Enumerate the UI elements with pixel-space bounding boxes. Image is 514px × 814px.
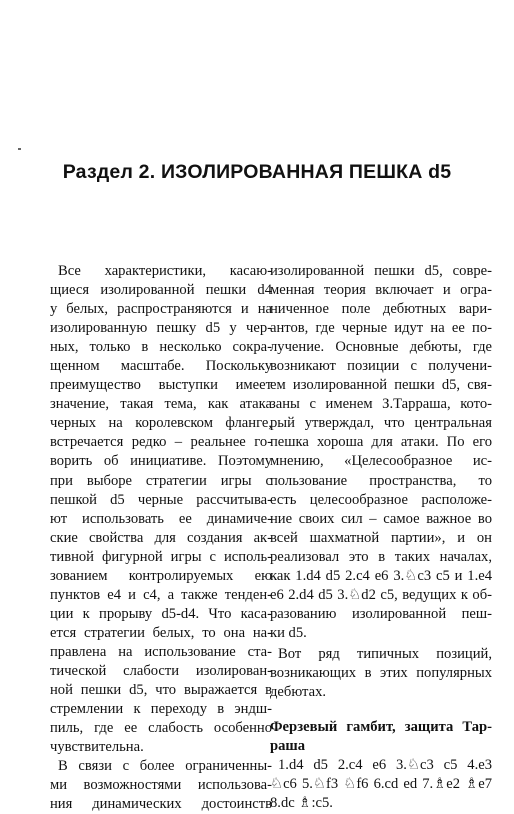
- text-line: ции к прорыву d5-d4. Что каса-: [50, 605, 272, 622]
- text-line: антов, где черные идут на ее по-: [270, 320, 492, 337]
- text-line: пешка хороша для атаки. По его: [270, 434, 492, 451]
- text-line: преимущество выступки имеет: [50, 377, 272, 394]
- text-line: встречается редко – реальнее го-: [50, 434, 272, 451]
- text-line: заны с именем З.Тарраша, кото-: [270, 396, 492, 413]
- text-line: Вот ряд типичных позиций,: [278, 645, 492, 662]
- right-paragraph-2: [270, 645, 492, 702]
- text-line: тивной фигурной игры с исполь-: [50, 548, 272, 565]
- text-line: ния динамических достоинств: [50, 796, 272, 813]
- text-line: 1.d4 d5 2.c4 e6 3.♘c3 c5 4.e3: [278, 757, 492, 774]
- text-line: ♘c6 5.♘f3 ♘f6 6.cd ed 7.♗e2 ♗e7: [270, 776, 492, 793]
- right-column: [270, 262, 492, 813]
- text-line: ние своих сил – самое важное во: [270, 510, 492, 527]
- text-line: 8.dc ♗:c5.: [270, 795, 333, 812]
- text-line: ниченное поле дебютных вари-: [270, 301, 492, 318]
- left-paragraph-2: [50, 757, 272, 814]
- text-line: есть целесообразное расположе-: [270, 491, 492, 508]
- right-paragraph-1: [270, 262, 492, 643]
- text-line: ские свойства для создания ак-: [50, 529, 272, 546]
- text-line: стремлении к переходу в эндш-: [50, 701, 272, 718]
- text-line: e6 2.d4 d5 3.♘d2 c5, ведущих к об-: [270, 586, 492, 603]
- text-line: пиль, где ее слабость особенно: [50, 720, 272, 737]
- text-line: ют использовать ее динамиче-: [50, 510, 272, 527]
- text-line: пользование пространства, то: [270, 472, 492, 489]
- text-line: как 1.d4 d5 2.c4 e6 3.♘c3 c5 и 1.e4: [270, 567, 492, 584]
- text-line: мнению, «Целесообразное ис-: [270, 453, 492, 470]
- text-line: разованию изолированной пеш-: [270, 605, 492, 622]
- text-line: изолированную пешку d5 у чер-: [50, 320, 272, 337]
- text-line: возникающих в этих популярных: [270, 664, 492, 681]
- text-line: ной пешки d5, что выражается в: [50, 682, 272, 699]
- text-line: у белых, распространяются и на: [50, 301, 272, 318]
- text-line: зованием контролируемых ею: [50, 567, 272, 584]
- text-line: рый утверждал, что центральная: [270, 415, 492, 432]
- text-line: при выборе стратегии игры с: [50, 472, 272, 489]
- text-line: В связи с более ограниченны-: [58, 758, 272, 775]
- scan-speck: [18, 148, 21, 150]
- text-line: чувствительна.: [50, 739, 144, 756]
- text-line: Все характеристики, касаю-: [58, 263, 272, 279]
- text-line: дебютах.: [270, 684, 327, 701]
- text-line: ки d5.: [270, 624, 307, 641]
- text-line: всей шахматной партии», и он: [270, 529, 492, 546]
- text-line: ворить об инициативе. Поэтому: [50, 453, 272, 470]
- opening-moves: [270, 756, 492, 813]
- text-line: тической слабости изолирован-: [50, 662, 272, 679]
- text-line: щиеся изолированной пешки d4: [50, 282, 272, 299]
- left-paragraph-1: [50, 262, 272, 757]
- opening-heading: [270, 718, 492, 756]
- text-line: значение, такая тема, как атака: [50, 396, 272, 413]
- text-line: менная теория включает и огра-: [270, 282, 492, 299]
- text-line: Ферзевый гамбит, защита Тар-: [270, 719, 492, 736]
- text-line: пунктов e4 и c4, а также тенден-: [50, 586, 272, 603]
- text-line: возникают позиции с получени-: [270, 358, 492, 375]
- left-column: [50, 262, 272, 814]
- text-line: пешкой d5 черные рассчитыва-: [50, 491, 272, 508]
- text-line: правлена на использование ста-: [50, 643, 272, 660]
- text-line: раша: [270, 738, 306, 755]
- section-title: Раздел 2. ИЗОЛИРОВАННАЯ ПЕШКА d5: [62, 161, 452, 183]
- spacer: [270, 702, 492, 718]
- text-line: щенном масштабе. Поскольку: [50, 358, 272, 375]
- text-line: ми возможностями использова-: [50, 777, 272, 794]
- text-line: изолированной пешки d5, совре-: [270, 263, 492, 279]
- text-line: ем изолированной пешки d5, свя-: [270, 377, 492, 394]
- text-line: черных на королевском фланге,: [50, 415, 272, 432]
- text-line: лучение. Основные дебюты, где: [270, 339, 492, 356]
- text-line: ется стратегии белых, то она на-: [50, 624, 272, 641]
- text-line: реализовал это в таких началах,: [270, 548, 492, 565]
- text-line: ных, только в несколько сокра-: [50, 339, 272, 356]
